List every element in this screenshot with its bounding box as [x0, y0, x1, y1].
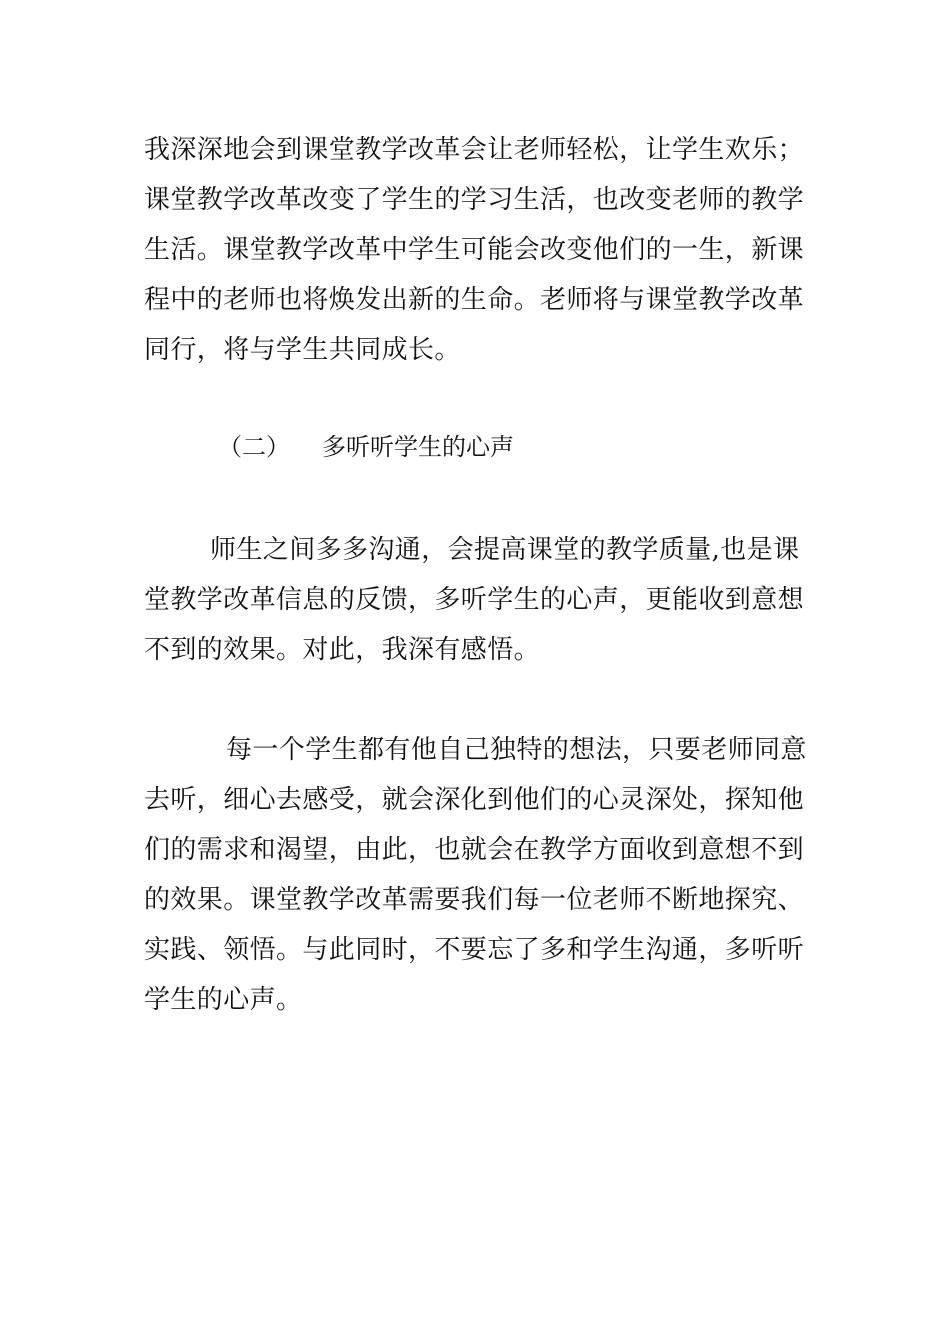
paragraph-3-line-1: 每一个学生都有他自己独特的想法，只要老师同意 [226, 735, 807, 765]
paragraph-2-line-2: 堂教学改革信息的反馈，多听学生的心声，更能收到意想 [144, 585, 805, 615]
paragraph-3-line-5: 实践、领悟。与此同时，不要忘了多和学生沟通，多听听 [144, 935, 805, 965]
paragraph-3-line-6: 学生的心声。 [144, 985, 303, 1015]
paragraph-3-line-2: 去听，细心去感受，就会深化到他们的心灵深处，探知他 [144, 785, 805, 815]
paragraph-1-line-1: 我深深地会到课堂教学改革会让老师轻松，让学生欢乐； [144, 135, 805, 165]
paragraph-2-line-1: 师生之间多多沟通，会提高课堂的教学质量,也是课 [210, 535, 800, 565]
paragraph-1-line-4: 程中的老师也将焕发出新的生命。老师将与课堂教学改革 [144, 285, 805, 315]
paragraph-1-line-5: 同行，将与学生共同成长。 [144, 335, 461, 365]
section-heading-title: 多听听学生的心声 [322, 433, 514, 461]
paragraph-1-line-3: 生活。课堂教学改革中学生可能会改变他们的一生，新课 [144, 235, 805, 265]
paragraph-3-line-4: 的效果。课堂教学改革需要我们每一位老师不断地探究、 [144, 885, 805, 915]
paragraph-3-line-3: 们的需求和渴望，由此，也就会在教学方面收到意想不到 [144, 835, 805, 865]
paragraph-2-line-3: 不到的效果。对此，我深有感悟。 [144, 635, 541, 665]
section-heading-number: （二） [218, 433, 290, 461]
paragraph-1-line-2: 课堂教学改革改变了学生的学习生活，也改变老师的教学 [144, 185, 805, 215]
